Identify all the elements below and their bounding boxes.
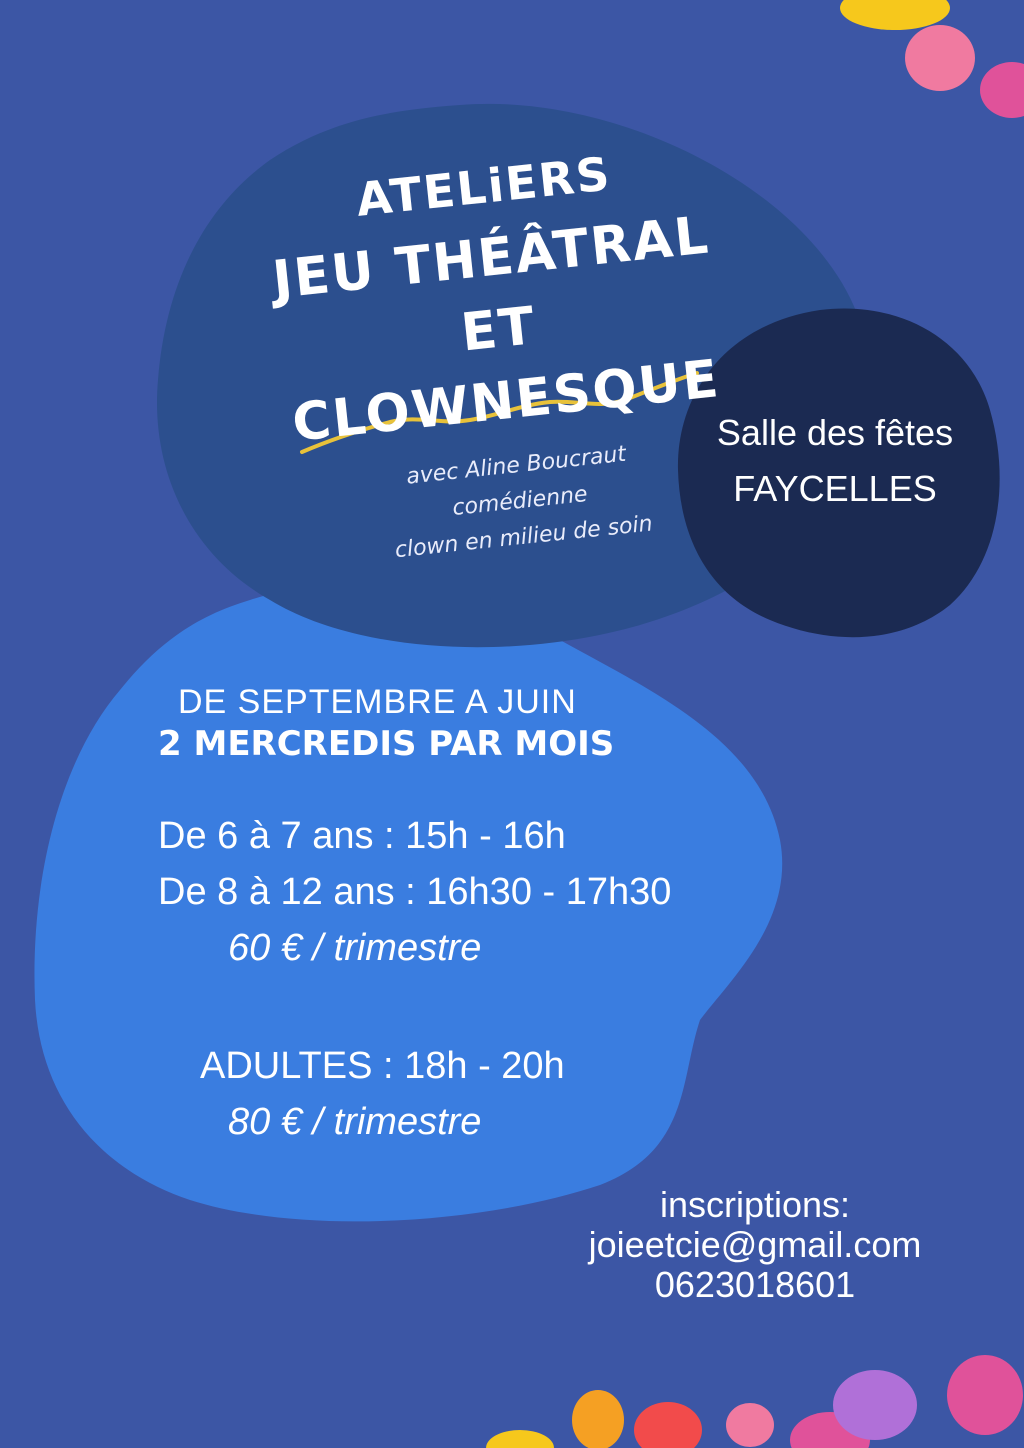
- pink-dot-bottom: [726, 1403, 774, 1447]
- schedule-kids-6-7: De 6 à 7 ans : 15h - 16h: [158, 815, 566, 857]
- venue-town: FAYCELLES: [733, 468, 937, 509]
- contact-phone[interactable]: 0623018601: [654, 1264, 856, 1305]
- magenta-dot-top: [980, 62, 1024, 118]
- frequency-text: 2 MERCREDIS PAR MOIS: [158, 724, 615, 764]
- presenter-name: avec Aline Boucraut: [405, 441, 628, 490]
- kids-price: 60 € / trimestre: [228, 927, 482, 969]
- schedule-kids-8-12: De 8 à 12 ans : 16h30 - 17h30: [158, 871, 672, 913]
- red-dot-bottom: [634, 1402, 702, 1448]
- purple-dot-bottom: [833, 1370, 917, 1440]
- adults-price: 80 € / trimestre: [228, 1101, 482, 1143]
- yellow-dot-bottom: [486, 1430, 554, 1448]
- orange-dot-bottom: [572, 1390, 624, 1448]
- pink-dot-top: [905, 25, 975, 91]
- contact-label: inscriptions:: [659, 1184, 851, 1225]
- title-line-1: ATELiERS: [353, 146, 614, 227]
- contact-email[interactable]: joieetcie@gmail.com: [588, 1224, 922, 1265]
- yellow-dot-top: [840, 0, 950, 30]
- contact-info: [540, 1185, 970, 1305]
- presenter-specialty: clown en milieu de soin: [393, 511, 654, 564]
- title-line-3: ET CLOWNESQUE: [289, 296, 723, 454]
- period-text: DE SEPTEMBRE A JUIN: [178, 683, 577, 721]
- title-line-2: JEU THÉÂTRAL: [269, 205, 713, 311]
- venue-name: Salle des fêtes: [716, 412, 954, 453]
- venue: [670, 405, 1000, 517]
- magenta-dot-corner: [947, 1355, 1023, 1435]
- schedule-adults: ADULTES : 18h - 20h: [200, 1045, 565, 1087]
- presenter-role: comédienne: [451, 481, 589, 522]
